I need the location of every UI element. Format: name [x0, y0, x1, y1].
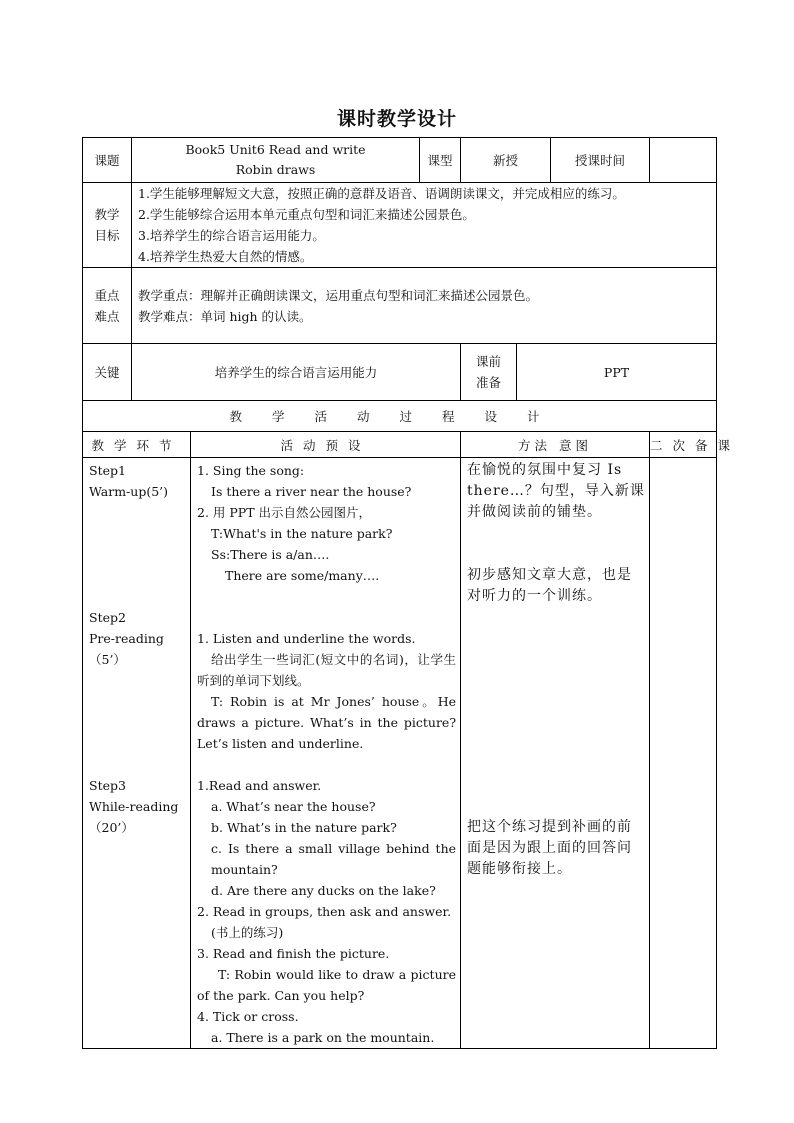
- step2-name: Step2: [89, 610, 126, 625]
- revision-cell: [650, 458, 717, 1049]
- activity-line: There are some/many….: [225, 568, 380, 583]
- topic-label: 课题: [83, 138, 132, 183]
- type-value: 新授: [461, 138, 551, 183]
- column-header-stage: 教学环节: [83, 432, 191, 458]
- goal-item: 3.培养学生的综合语言运用能力。: [138, 228, 325, 243]
- column-header-method: 方法 意图: [461, 432, 650, 458]
- step3-time: （20’）: [89, 820, 134, 835]
- goal-item: 4.培养学生热爱大自然的情感。: [138, 249, 313, 264]
- step3-name: Step3: [89, 778, 126, 793]
- step2-sub: Pre-reading: [89, 631, 164, 646]
- key-point: 教学重点：理解并正确朗读课文，运用重点句型和词汇来描述公园景色。: [138, 287, 539, 303]
- activity-line: 2. Read in groups, then ask and answer.: [197, 904, 452, 919]
- activity-line: 2. 用 PPT 出示自然公园图片，: [197, 505, 372, 520]
- activity-line: 1. Listen and underline the words.: [197, 631, 416, 646]
- goals-content: [132, 183, 717, 268]
- key-value: 培养学生的综合语言运用能力: [132, 344, 461, 401]
- step1-name: Step1: [89, 463, 126, 478]
- activity-line: a. What’s near the house?: [211, 799, 376, 814]
- column-header-activity: 活动预设: [191, 432, 461, 458]
- type-label: 课型: [420, 138, 461, 183]
- step1-sub: Warm-up(5’): [89, 484, 168, 499]
- activity-line: 4. Tick or cross.: [197, 1009, 299, 1024]
- difficult-point: 教学难点：单词 high 的认读。: [138, 308, 312, 324]
- method-text-2: 初步感知文章大意，也是对听力的一个训练。: [467, 567, 633, 604]
- step2-time: （5’）: [89, 652, 126, 667]
- key-label: 关键: [83, 344, 132, 401]
- topic-line-1: Book5 Unit6 Read and write: [185, 142, 366, 157]
- activity-line: 给出学生一些词汇(短文中的名词)，让学生听到的单词下划线。: [197, 652, 457, 688]
- goals-label: 教学 目标: [83, 183, 132, 268]
- focus-label: 重点 难点: [83, 268, 132, 344]
- activity-line: d. Are there any ducks on the lake?: [211, 883, 436, 898]
- activity-line: 1.Read and answer.: [197, 778, 322, 793]
- activity-line: T: Robin would like to draw a picture of the park. Can you help?: [197, 967, 457, 1003]
- goal-item: 1.学生能够理解短文大意，按照正确的意群及语音、语调朗读课文，并完成相应的练习。: [138, 186, 625, 201]
- activity-cell: [191, 458, 461, 1049]
- activity-line: c. Is there a small village behind the mountain?: [211, 841, 457, 877]
- process-title: 教学活动过程设计: [83, 401, 717, 432]
- activity-line: T: Robin is at Mr Jones’ house。He draws a picture. What’s in the picture? Let’s listen and underline.: [197, 694, 457, 751]
- prep-label: 课前 准备: [461, 344, 517, 401]
- topic-value: [132, 138, 420, 183]
- activity-line: 1. Sing the song:: [197, 463, 305, 478]
- method-text-1: 在愉悦的氛围中复习 Is there…？句型，导入新课并做阅读前的铺垫。: [467, 462, 645, 520]
- time-label: 授课时间: [551, 138, 650, 183]
- time-value: [650, 138, 717, 183]
- goal-item: 2.学生能够综合运用本单元重点句型和词汇来描述公园景色。: [138, 207, 475, 222]
- activity-line: 3. Read and finish the picture.: [197, 946, 390, 961]
- page-title: 课时教学设计: [336, 108, 457, 130]
- activity-line: (书上的练习): [211, 925, 284, 940]
- topic-line-2: Robin draws: [235, 162, 316, 177]
- method-text-3: 把这个练习提到补画的前面是因为跟上面的回答问题能够衔接上。: [467, 819, 633, 877]
- activity-line: Is there a river near the house?: [211, 484, 412, 499]
- activity-line: Ss:There is a/an….: [211, 547, 330, 562]
- stage-cell: [83, 458, 191, 1049]
- step3-sub: While-reading: [89, 799, 179, 814]
- activity-line: a. There is a park on the mountain.: [211, 1030, 435, 1045]
- lesson-plan-table: [82, 137, 741, 1049]
- activity-line: T:What's in the nature park?: [211, 526, 393, 541]
- column-header-revision: 二次备课: [650, 432, 717, 458]
- focus-content: [132, 268, 717, 344]
- method-cell: [461, 458, 650, 1049]
- activity-line: b. What’s in the nature park?: [211, 820, 397, 835]
- prep-value: PPT: [517, 344, 717, 401]
